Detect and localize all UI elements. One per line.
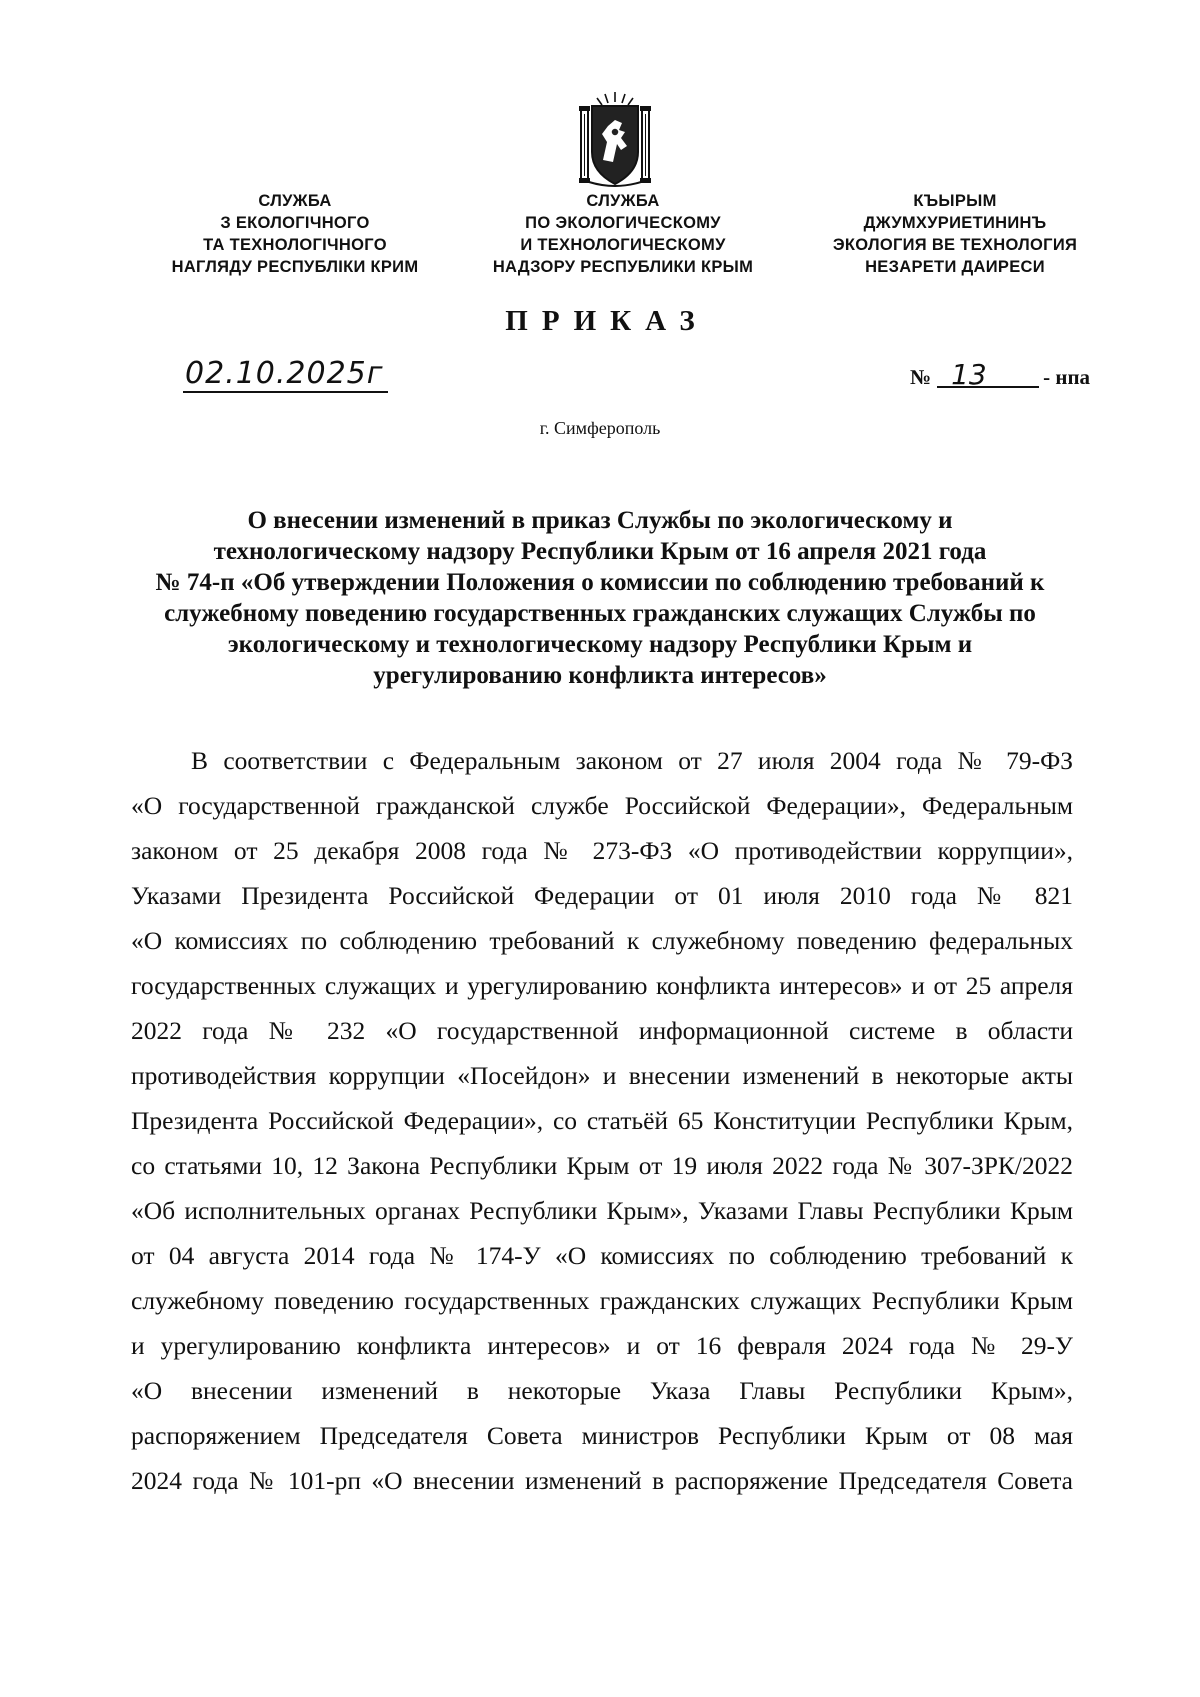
org-name-russian: [458, 190, 788, 278]
org-name-line: ДЖУМХУРИЕТИНИНЪ: [863, 214, 1047, 232]
body-line: В соответствии с Федеральным законом от 27 июля 2004 года № 79-ФЗ: [191, 746, 1073, 775]
body-line: служебному поведению государственных гражданских служащих Республики Крым: [131, 1286, 1073, 1315]
org-name-line: СЛУЖБА: [258, 192, 332, 210]
document-type-heading: ПРИКАЗ: [505, 305, 709, 337]
body-line: «Об исполнительных органах Республики Крым», Указами Главы Республики Крым: [131, 1196, 1073, 1225]
body-line: от 04 августа 2014 года № 174-У «О комиссиях по соблюдению требований к: [131, 1241, 1073, 1270]
org-name-line: НАДЗОРУ РЕСПУБЛИКИ КРЫМ: [492, 258, 754, 276]
title-line: урегулированию конфликта интересов»: [373, 662, 827, 689]
number-value-handwritten: 13: [937, 364, 1039, 388]
body-line: распоряжением Председателя Совета министров Республики Крым от 08 мая: [131, 1421, 1073, 1450]
title-line: служебному поведению государственных гражданских служащих Службы по: [164, 600, 1036, 627]
org-name-crimean-tatar: [790, 190, 1120, 278]
org-name-line: ТА ТЕХНОЛОГІЧНОГО: [203, 236, 387, 254]
org-name-line: ПО ЭКОЛОГИЧЕСКОМУ: [525, 214, 721, 232]
body-line: 2022 года № 232 «О государственной информационной системе в области: [131, 1016, 1073, 1045]
body-line: со статьями 10, 12 Закона Республики Крым от 19 июля 2022 года № 307-ЗРК/2022: [131, 1151, 1073, 1180]
title-line: О внесении изменений в приказ Службы по экологическому и: [247, 507, 953, 534]
body-line: государственных служащих и урегулированию конфликта интересов» и от 25 апреля: [131, 971, 1073, 1000]
org-name-line: КЪЫРЫМ: [913, 192, 997, 210]
body-line: и урегулированию конфликта интересов» и от 16 февраля 2024 года № 29-У: [131, 1331, 1073, 1360]
body-line: 2024 года № 101-рп «О внесении изменений в распоряжение Председателя Совета: [131, 1466, 1073, 1495]
org-name-line: И ТЕХНОЛОГИЧЕСКОМУ: [520, 236, 726, 254]
number-label: №: [910, 365, 932, 389]
title-line: технологическому надзору Республики Крым от 16 апреля 2021 года: [213, 538, 987, 565]
org-name-line: ЭКОЛОГИЯ ВЕ ТЕХНОЛОГИЯ: [832, 236, 1078, 254]
crimea-coat-of-arms-icon: [575, 90, 655, 190]
org-name-line: З ЕКОЛОГІЧНОГО: [220, 214, 370, 232]
body-line: противодействия коррупции «Посейдон» и внесении изменений в некоторые акты: [131, 1061, 1073, 1090]
org-name-line: СЛУЖБА: [586, 192, 660, 210]
body-line: «О комиссиях по соблюдению требований к служебному поведению федеральных: [131, 926, 1073, 955]
org-name-ukrainian: [130, 190, 460, 278]
body-line: «О внесении изменений в некоторые Указа Главы Республики Крым»,: [131, 1376, 1073, 1405]
body-line: Президента Российской Федерации», со статьёй 65 Конституции Республики Крым,: [131, 1106, 1073, 1135]
document-number: [910, 358, 1091, 391]
body-line: законом от 25 декабря 2008 года № 273-ФЗ «О противодействии коррупции»,: [131, 836, 1073, 865]
body-line: Указами Президента Российской Федерации от 01 июля 2010 года № 821: [131, 881, 1073, 910]
document-city: г. Симферополь: [539, 418, 661, 438]
org-name-line: НЕЗАРЕТИ ДАИРЕСИ: [865, 258, 1045, 276]
number-suffix: - нпа: [1043, 365, 1091, 389]
title-line: экологическому и технологическому надзору Республики Крым и: [227, 631, 973, 658]
document-date-handwritten: 02.10.2025г: [183, 357, 388, 393]
title-line: № 74-п «Об утверждении Положения о комиссии по соблюдению требований к: [155, 569, 1045, 596]
body-line: «О государственной гражданской службе Российской Федерации», Федеральным: [131, 791, 1073, 820]
document-body: [131, 738, 1073, 1503]
document-title: [110, 505, 1090, 691]
org-name-line: НАГЛЯДУ РЕСПУБЛІКИ КРИМ: [171, 258, 419, 276]
